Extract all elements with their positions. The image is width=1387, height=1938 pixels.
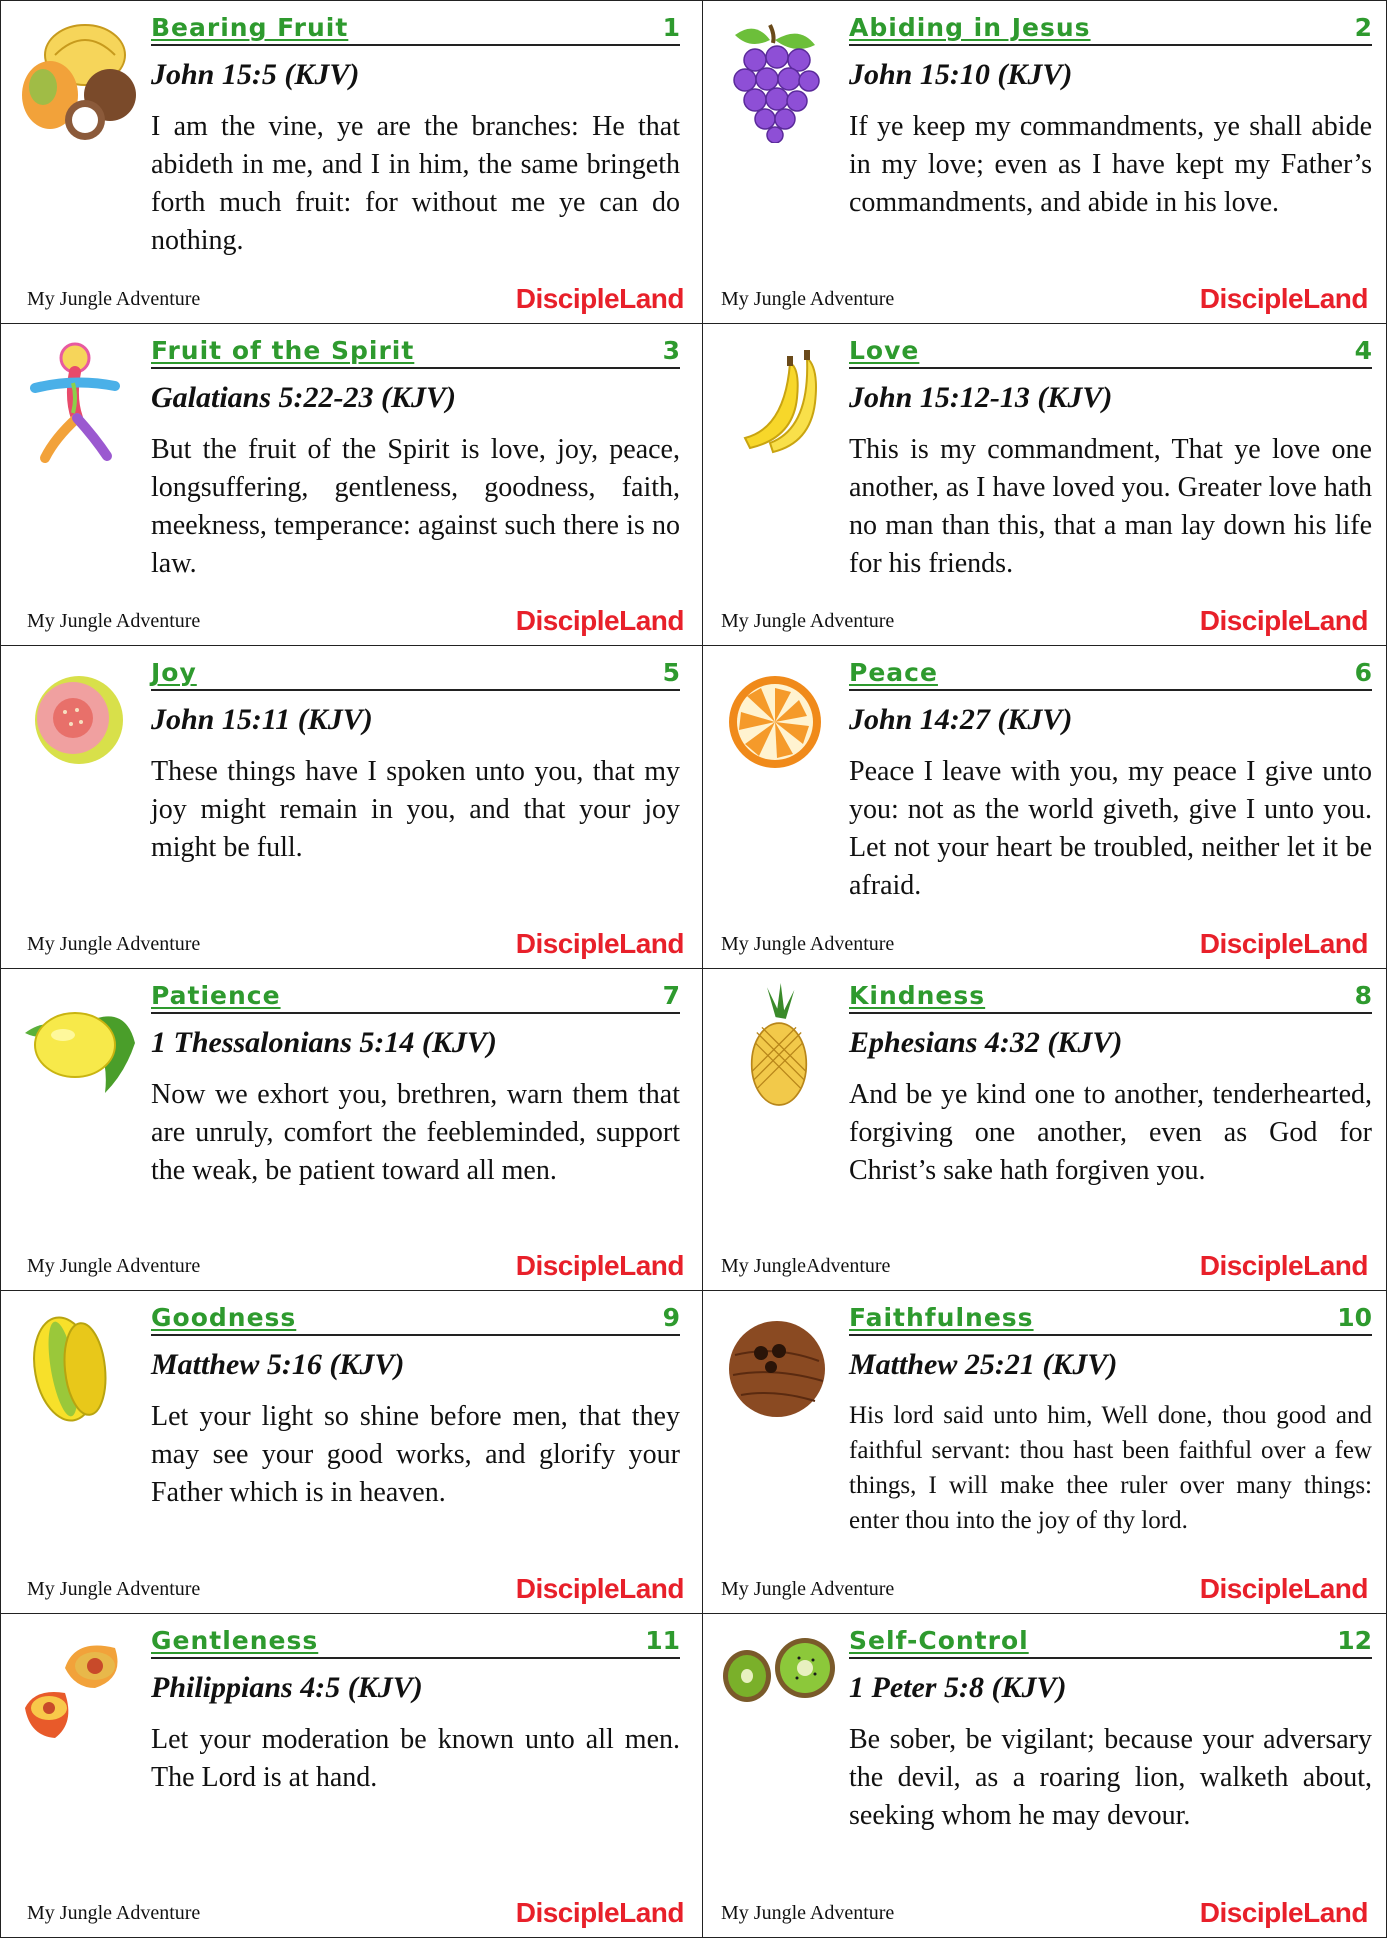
card-number: 7 — [662, 980, 680, 1010]
footer-label: My Jungle Adventure — [721, 1577, 895, 1600]
footer-label: My Jungle Adventure — [27, 1901, 201, 1924]
card-number: 9 — [662, 1303, 680, 1333]
scripture-reference: John 15:5 (KJV) — [151, 58, 360, 91]
rainbow-figure-icon — [15, 338, 143, 466]
verse-text: But the fruit of the Spirit is love, joy, peace, longsuffering, gentleness, goodness, faith, meekness, temperance: against such there is no law. — [151, 433, 680, 579]
verse-text: Let your moderation be known unto all men. The Lord is at hand. — [151, 1723, 680, 1793]
brand-logo: DiscipleLand — [1199, 282, 1368, 314]
scripture-reference: John 15:11 (KJV) — [151, 703, 373, 737]
scripture-reference: John 15:12-13 (KJV) — [849, 380, 1113, 414]
scripture-reference: John 14:27 (KJV) — [849, 703, 1073, 737]
card-title: Joy — [151, 658, 197, 688]
verse-text: If ye keep my commandments, ye shall abide in my love; even as I have kept my Father’s commandments, and abide in his love. — [849, 111, 1372, 218]
card-title: Bearing Fruit — [151, 13, 349, 42]
scripture-reference: Galatians 5:22-23 (KJV) — [151, 380, 457, 414]
brand-logo: DiscipleLand — [515, 1572, 684, 1604]
starfruit-icon — [15, 1305, 143, 1433]
verse-text: Be sober, be vigilant; because your adversary the devil, as a roaring lion, walketh about, seeking whom he may devour. — [849, 1723, 1372, 1831]
brand-logo: DiscipleLand — [1199, 927, 1368, 959]
card-number: 6 — [1354, 658, 1372, 688]
verse-text: I am the vine, ye are the branches: He that abideth in me, and I in him, the same bringeth forth much fruit: for without me ye can do nothing. — [151, 111, 680, 256]
card-number: 5 — [662, 658, 680, 688]
scripture-reference: Matthew 5:16 (KJV) — [151, 1348, 405, 1382]
bananas-icon — [715, 338, 843, 466]
brand-logo: DiscipleLand — [515, 927, 684, 959]
card-number: 2 — [1354, 13, 1372, 42]
scripture-reference: Philippians 4:5 (KJV) — [151, 1670, 423, 1704]
verse-card — [1, 646, 703, 969]
verse-card — [703, 1614, 1386, 1937]
card-number: 3 — [662, 335, 680, 365]
verse-text: And be ye kind one to another, tenderhearted, forgiving one another, even as God for Christ’s sake hath forgiven you. — [849, 1078, 1372, 1186]
card-title: Love — [849, 335, 920, 365]
brand-logo: DiscipleLand — [1199, 1572, 1368, 1604]
card-title: Self-Control — [849, 1625, 1029, 1655]
brand-logo: DiscipleLand — [515, 282, 684, 314]
brand-logo: DiscipleLand — [1199, 1250, 1368, 1282]
verse-text: Peace I leave with you, my peace I give unto you: not as the world giveth, give I unto you. Let not your heart be troubled, neither let it be afraid. — [849, 756, 1372, 902]
verse-card — [1, 1614, 703, 1937]
footer-label: My JungleAdventure — [721, 1255, 891, 1278]
lemon-icon — [15, 983, 143, 1111]
card-title: Faithfulness — [849, 1303, 1034, 1333]
coconut-icon — [715, 1305, 843, 1433]
verse-card — [703, 1291, 1386, 1614]
scripture-reference: 1 Thessalonians 5:14 (KJV) — [151, 1025, 497, 1059]
card-title: Abiding in Jesus — [849, 13, 1091, 42]
verse-card — [703, 324, 1386, 647]
verse-card — [703, 969, 1386, 1292]
verse-card — [1, 1291, 703, 1614]
card-number: 4 — [1354, 335, 1372, 365]
verse-card — [703, 1, 1386, 324]
brand-logo: DiscipleLand — [515, 1250, 684, 1282]
footer-label: My Jungle Adventure — [27, 610, 201, 633]
guava-icon — [15, 660, 143, 788]
verse-text: His lord said unto him, Well done, thou good and faithful servant: thou hast been faithful over a few things, I will make thee ruler over many things: enter thou into the joy of thy lord. — [849, 1402, 1372, 1535]
scripture-reference: Matthew 25:21 (KJV) — [849, 1348, 1118, 1382]
card-title: Gentleness — [151, 1625, 319, 1655]
card-number: 12 — [1337, 1625, 1372, 1655]
card-title: Fruit of the Spirit — [151, 335, 415, 365]
footer-label: My Jungle Adventure — [721, 932, 895, 955]
verse-text: This is my commandment, That ye love one another, as I have loved you. Greater love hath no man than this, that a man lay down his life for his friends. — [849, 433, 1372, 579]
footer-label: My Jungle Adventure — [721, 610, 895, 633]
brand-logo: DiscipleLand — [515, 1896, 684, 1928]
card-title: Patience — [151, 980, 281, 1010]
orange-icon — [715, 660, 843, 788]
pineapple-icon — [715, 983, 843, 1111]
card-number: 10 — [1337, 1303, 1372, 1333]
verse-text: Let your light so shine before men, that they may see your good works, and glorify your Father which is in heaven. — [151, 1401, 680, 1509]
verse-card — [1, 969, 703, 1292]
footer-label: My Jungle Adventure — [27, 1255, 201, 1278]
footer-label: My Jungle Adventure — [721, 1901, 895, 1924]
verse-card — [703, 646, 1386, 969]
peach-icon — [15, 1628, 143, 1756]
card-number: 1 — [662, 13, 680, 42]
grapes-icon — [715, 15, 843, 143]
brand-logo: DiscipleLand — [1199, 605, 1368, 637]
footer-label: My Jungle Adventure — [27, 1577, 201, 1600]
card-title: Kindness — [849, 980, 986, 1010]
card-title: Goodness — [151, 1303, 297, 1333]
card-title: Peace — [849, 658, 938, 688]
brand-logo: DiscipleLand — [515, 605, 684, 637]
scripture-reference: John 15:10 (KJV) — [849, 58, 1073, 91]
footer-label: My Jungle Adventure — [27, 287, 201, 310]
brand-logo: DiscipleLand — [1199, 1896, 1368, 1928]
verse-text: Now we exhort you, brethren, warn them that are unruly, comfort the feebleminded, support the weak, be patient toward all men. — [151, 1078, 680, 1186]
mango-coconut-pineapple-icon — [15, 15, 143, 143]
footer-label: My Jungle Adventure — [27, 932, 201, 955]
card-number: 11 — [645, 1625, 680, 1655]
scripture-reference: 1 Peter 5:8 (KJV) — [849, 1670, 1067, 1704]
kiwi-icon — [715, 1628, 843, 1756]
verse-card — [1, 1, 703, 324]
card-number: 8 — [1354, 980, 1372, 1010]
verse-card — [1, 324, 703, 647]
footer-label: My Jungle Adventure — [721, 287, 895, 310]
scripture-reference: Ephesians 4:32 (KJV) — [849, 1025, 1123, 1059]
verse-text: These things have I spoken unto you, that my joy might remain in you, and that your joy might be full. — [151, 756, 680, 864]
